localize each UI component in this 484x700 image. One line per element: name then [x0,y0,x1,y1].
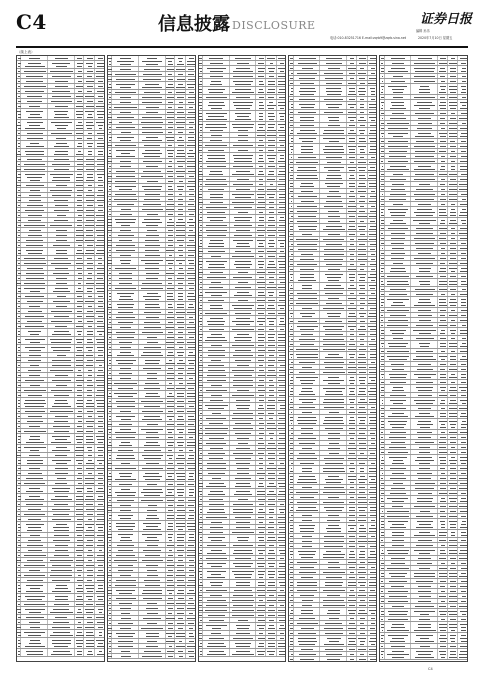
page-number: C4 [16,10,47,34]
disclosure-content [16,50,468,662]
table-row [17,329,104,337]
table-row [108,440,195,448]
table-row [380,530,467,538]
table-column [107,55,196,662]
table-row [199,580,286,588]
table-row [289,636,376,647]
table-row [199,403,286,411]
table-row [199,569,286,580]
table-row [108,654,195,659]
table-row [289,523,376,534]
table-row [289,136,376,144]
table-row [108,487,195,498]
table-row [289,415,376,426]
table-row [380,341,467,349]
table-row [199,122,286,133]
table-row [17,445,104,453]
table-row [380,633,467,644]
table-row [108,135,195,143]
table-row [199,623,286,631]
table-row [289,128,376,136]
table-row [199,641,286,649]
table-row [17,149,104,157]
table-row [289,324,376,332]
table-row [108,588,195,596]
table-row [289,173,376,181]
table-row [199,489,286,497]
table-row [108,82,195,90]
table-row [108,148,195,159]
table-row [199,481,286,489]
table-row [199,100,286,111]
table-row [17,630,104,638]
table-row [108,414,195,422]
table-row [108,391,195,399]
table-row [17,458,104,466]
table-row [17,398,104,409]
section-title: 信息披露 [158,14,230,35]
table-row [17,638,104,649]
table-row [289,386,376,397]
table-row [199,153,286,164]
table-row [199,535,286,543]
table-row [17,109,104,120]
table-row [199,561,286,569]
page-footer: C4 [428,667,433,671]
table-row [199,111,286,122]
table-row [289,657,376,662]
table-row [199,66,286,74]
table-row [380,398,467,406]
table-row [17,286,104,294]
table-row [380,218,467,226]
table-row [108,56,195,67]
table-row [199,238,286,249]
table-row [17,61,104,69]
table-row [380,266,467,274]
table-row [108,471,195,482]
table-row [380,164,467,172]
table-label: （续上表） [17,50,35,54]
table-row [199,649,286,657]
table-row [17,120,104,131]
table-row [108,217,195,228]
table-row [199,215,286,223]
table-row [108,302,195,310]
table-row [108,358,195,366]
table-row [199,169,286,177]
table-row [17,594,104,602]
table-row [199,259,286,270]
table-row [108,532,195,543]
table-row [380,496,467,504]
table-row [199,548,286,556]
table-row [380,279,467,287]
table-row [199,192,286,200]
table-row [380,455,467,466]
table-row [380,328,467,336]
table-row [380,372,467,380]
table-row [108,291,195,302]
table-row [199,79,286,87]
section-title-en: DISCLOSURE [232,19,316,32]
table-row [108,631,195,639]
table-row [17,649,104,657]
table-row [289,352,376,360]
table-row [289,86,376,97]
table-row [108,258,195,266]
contact-line: 电话:010-83251716 E-mail:zqrb9@zqrb.sina.net [330,36,407,40]
table-row [380,131,467,139]
masthead [16,8,472,46]
table-row [380,411,467,419]
table-row [289,505,376,513]
table-column [379,55,468,662]
masthead-rule [16,46,468,48]
table-row [380,548,467,556]
table-row [17,248,104,256]
table-row [289,102,376,110]
table-row [199,87,286,95]
table-row [108,184,195,192]
table-row [17,345,104,353]
table-row [289,115,376,123]
table-row [380,84,467,95]
table-row [289,466,376,474]
table-row [17,583,104,594]
date-line: 2020年7月10日 星期五 [418,36,453,40]
table-row [199,507,286,515]
table-row [380,649,467,660]
table-row [108,427,195,435]
table-row [380,519,467,530]
newspaper-logo: 证券日报 [419,12,472,27]
table-row [17,494,104,502]
table-row [199,303,286,311]
table-column [288,55,377,662]
table-row [380,100,467,111]
table-column [16,55,105,662]
table-row [289,608,376,616]
table-row [380,609,467,617]
table-row [17,522,104,533]
table-row [289,224,376,232]
table-row [289,375,376,386]
table-row [17,172,104,183]
table-row [289,580,376,588]
table-row [289,272,376,283]
table-row [380,571,467,579]
table-row [289,474,376,485]
table-column [198,55,287,662]
table-row [380,207,467,218]
table-row [17,337,104,345]
table-row [289,181,376,189]
table-row [108,521,195,532]
table-row [199,316,286,327]
table-row [17,607,104,615]
table-row [108,350,195,358]
table-row [289,165,376,173]
table-row [289,144,376,155]
table-row [289,549,376,560]
table-row [380,385,467,393]
table-row [289,283,376,291]
table-row [199,332,286,343]
table-row [289,311,376,319]
table-row [17,434,104,445]
table-row [380,297,467,308]
editor-line: 编辑 孙乐 [416,29,430,33]
table-row [108,513,195,521]
table-row [17,141,104,149]
table-row [380,419,467,430]
table-row [380,354,467,362]
table-row [380,622,467,633]
table-row [380,66,467,74]
table-row [17,486,104,494]
table-row [199,290,286,298]
table-row [108,453,195,461]
table-row [289,397,376,405]
